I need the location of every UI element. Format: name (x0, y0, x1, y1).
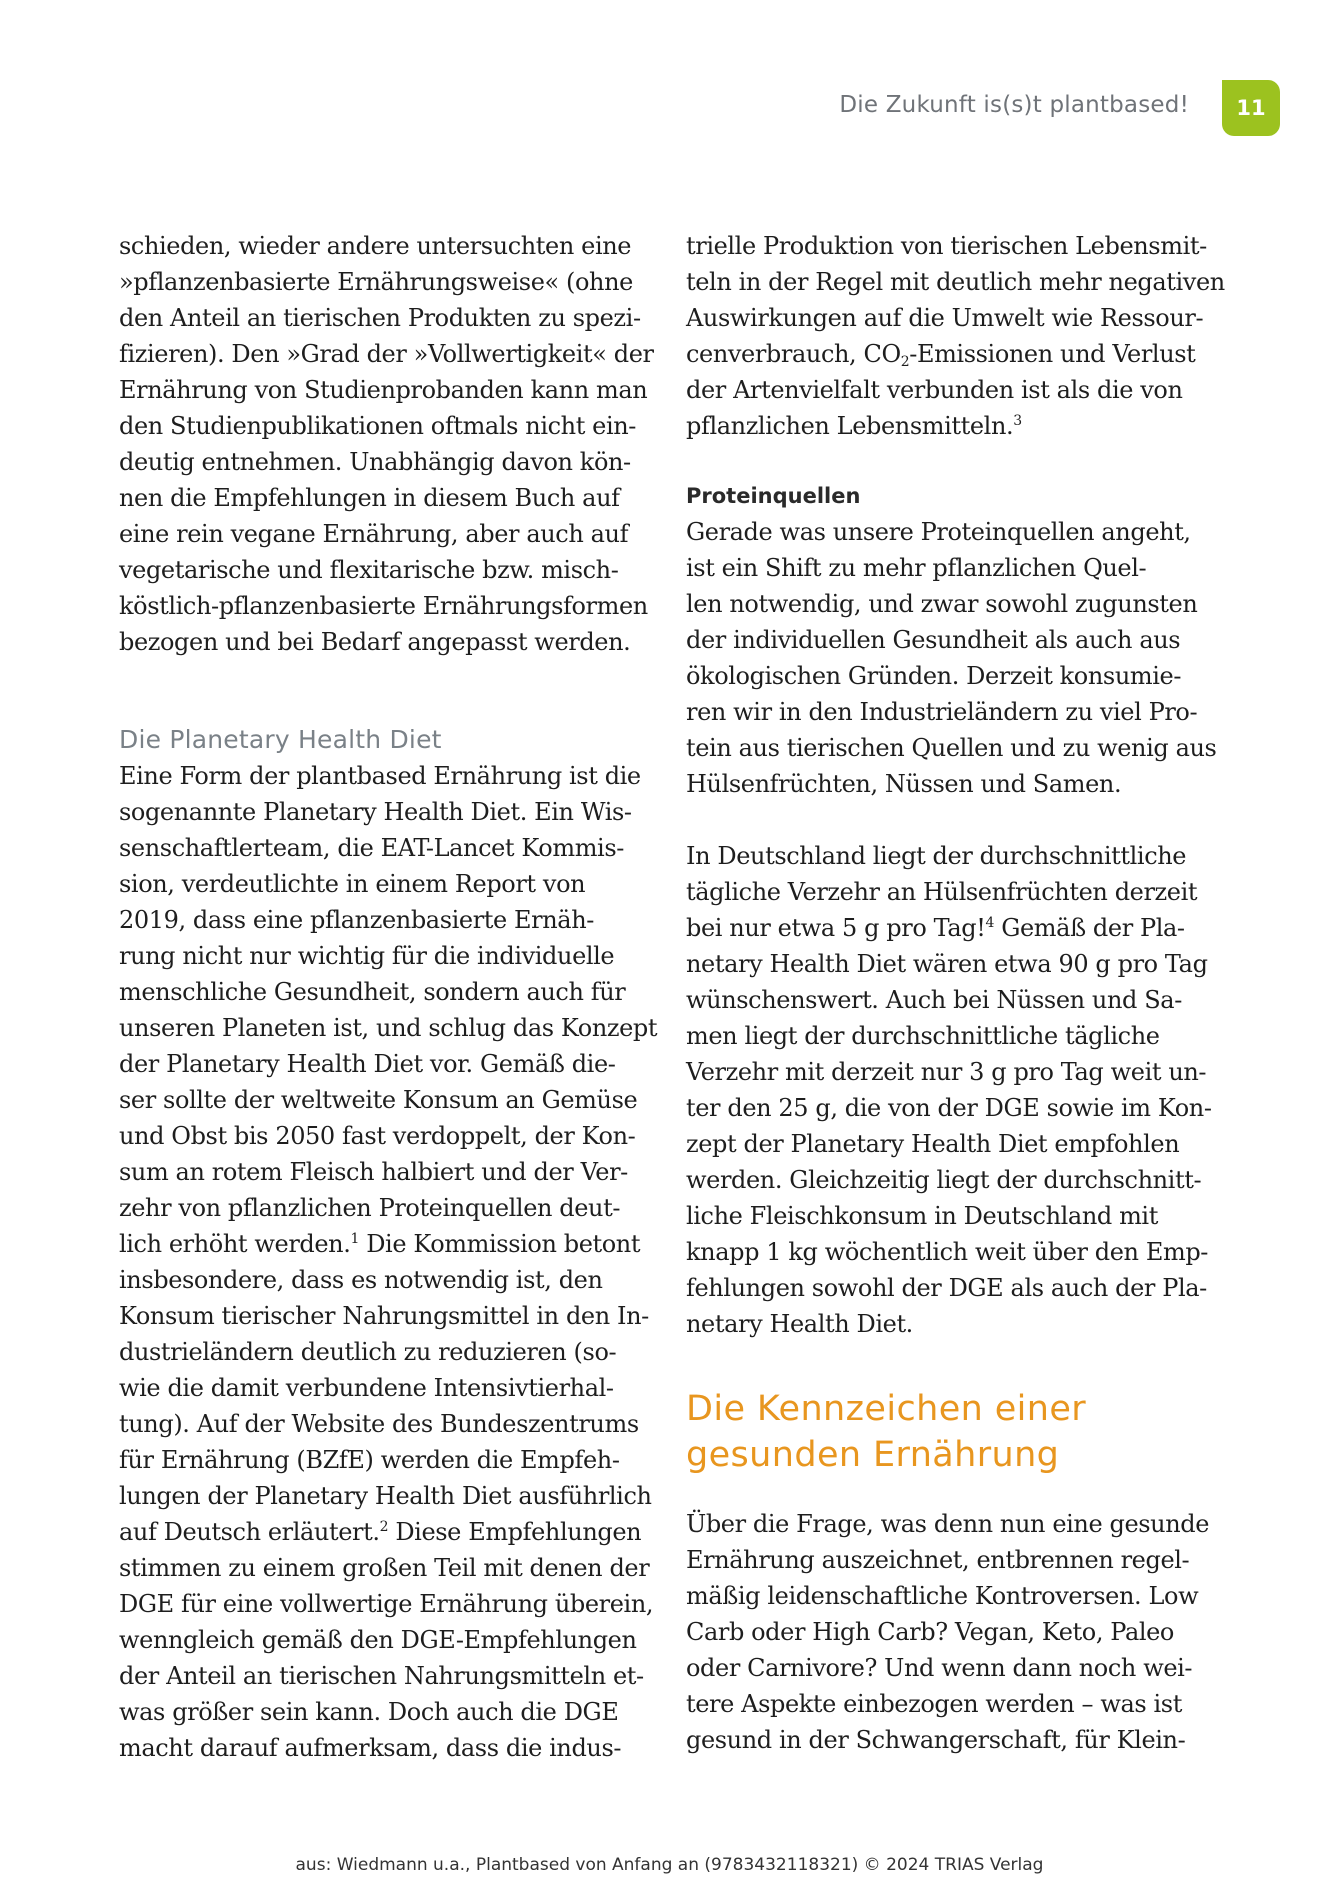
text-fragment: auf Deutsch erläutert. (119, 1518, 380, 1546)
text-line: ist ein Shift zu mehr pflanzlichen Quel- (686, 554, 1147, 582)
text-line: tung). Auf der Website des Bundeszentrums (119, 1410, 639, 1438)
text-line: netary Health Diet. (686, 1310, 913, 1338)
text-line: nen die Empfehlungen in diesem Buch auf (119, 484, 620, 512)
text-line: eine rein vegane Ernährung, aber auch auf (119, 520, 629, 548)
footnote-ref: 4 (985, 915, 994, 931)
text-line: menschliche Gesundheit, sondern auch für (119, 978, 626, 1006)
text-line: wenngleich gemäß den DGE-Empfehlungen (119, 1626, 637, 1654)
text-line: köstlich-pflanzenbasierte Ernährungsformen (119, 592, 648, 620)
text-line: der Planetary Health Diet vor. Gemäß die- (119, 1050, 616, 1078)
text-line: sion, verdeutlichte in einem Report von (119, 870, 586, 898)
text-line: fizieren). Den »Grad der »Vollwertigkeit« der (119, 340, 654, 368)
text-line: der Anteil an tierischen Nahrungsmitteln et- (119, 1662, 644, 1690)
text-line: In Deutschland liegt der durchschnittliche (686, 842, 1187, 870)
paragraph (686, 514, 1217, 802)
text-line: sogenannte Planetary Health Diet. Ein Wis- (119, 798, 632, 826)
text-fragment: Die Kommission betont (358, 1230, 641, 1258)
text-line: deutig entnehmen. Unabhängig davon kön- (119, 448, 631, 476)
text-line: werden. Gleichzeitig liegt der durchschnitt- (686, 1166, 1202, 1194)
text-line: macht darauf aufmerksam, dass die indus- (119, 1734, 622, 1762)
text-line (686, 336, 1206, 372)
text-line: und Obst bis 2050 fast verdoppelt, der Kon- (119, 1122, 636, 1150)
text-fragment: bei nur etwa 5 g pro Tag! (686, 914, 986, 942)
text-line: len notwendig, und zwar sowohl zugunsten (686, 590, 1198, 618)
text-line: Verzehr mit derzeit nur 3 g pro Tag weit un- (686, 1058, 1207, 1086)
text-line: ter den 25 g, die von der DGE sowie im Kon- (686, 1094, 1212, 1122)
footnote-ref: 3 (1013, 413, 1022, 429)
text-line (119, 1514, 642, 1550)
paragraph (119, 228, 654, 660)
text-line: den Anteil an tierischen Produkten zu spezi- (119, 304, 641, 332)
text-line: schieden, wieder andere untersuchten eine (119, 232, 632, 260)
running-header-title: Die Zukunft is(s)t plantbased! (839, 92, 1189, 118)
text-line: »pflanzenbasierte Ernährungsweise« (ohne (119, 268, 633, 296)
text-line: mäßig leidenschaftliche Kontroversen. Low (686, 1582, 1199, 1610)
text-line: tein aus tierischen Quellen und zu wenig aus (686, 734, 1217, 762)
text-line: Gerade was unsere Proteinquellen angeht, (686, 518, 1191, 546)
text-fragment: pflanzlichen Lebensmitteln. (686, 412, 1014, 440)
text-line (686, 910, 1206, 946)
text-line: Ernährung von Studienprobanden kann man (119, 376, 648, 404)
subscript: 2 (900, 354, 910, 370)
text-line: Hülsenfrüchten, Nüssen und Samen. (686, 770, 1122, 798)
text-line: fehlungen sowohl der DGE als auch der Pla- (686, 1274, 1207, 1302)
text-line: ren wir in den Industrieländern zu viel Pro- (686, 698, 1198, 726)
text-line: gesund in der Schwangerschaft, für Klein- (686, 1726, 1186, 1754)
text-line: lungen der Planetary Health Diet ausführlich (119, 1482, 652, 1510)
text-line: liche Fleischkonsum in Deutschland mit (686, 1202, 1158, 1230)
text-line: senschaftlerteam, die EAT-Lancet Kommis- (119, 834, 624, 862)
text-line: Carb oder High Carb? Vegan, Keto, Paleo (686, 1618, 1174, 1646)
text-line: zept der Planetary Health Diet empfohlen (686, 1130, 1180, 1158)
text-line: bezogen und bei Bedarf angepasst werden. (119, 628, 631, 656)
text-line: Eine Form der plantbased Ernährung ist die (119, 762, 641, 790)
text-line: wünschenswert. Auch bei Nüssen und Sa- (686, 986, 1182, 1014)
paragraph (686, 228, 1225, 444)
text-line: den Studienpublikationen oftmals nicht ein- (119, 412, 637, 440)
text-line: zehr von pflanzlichen Proteinquellen deut- (119, 1194, 621, 1222)
text-line: DGE für eine vollwertige Ernährung überein, (119, 1590, 654, 1618)
right-column (686, 228, 1225, 1758)
text-line: 2019, dass eine pflanzenbasierte Ernäh- (119, 906, 594, 934)
text-line: rung nicht nur wichtig für die individuelle (119, 942, 615, 970)
text-line: was größer sein kann. Doch auch die DGE (119, 1698, 619, 1726)
heading-line: gesunden Ernährung (686, 1435, 1060, 1475)
text-fragment: lich erhöht werden. (119, 1230, 351, 1258)
text-line (686, 408, 1206, 444)
text-line: für Ernährung (BZfE) werden die Empfeh- (119, 1446, 620, 1474)
text-line: Über die Frage, was denn nun eine gesunde (686, 1510, 1210, 1538)
text-line: ökologischen Gründen. Derzeit konsumie- (686, 662, 1182, 690)
footnote-ref: 1 (350, 1231, 359, 1247)
subsection-heading: Proteinquellen (686, 484, 861, 508)
text-line: stimmen zu einem großen Teil mit denen der (119, 1554, 650, 1582)
text-line: vegetarische und flexitarische bzw. misch- (119, 556, 619, 584)
text-line: der Artenvielfalt verbunden ist als die von (686, 376, 1183, 404)
paragraph (686, 1506, 1210, 1758)
paragraph (686, 838, 1212, 1342)
text-line: wie die damit verbundene Intensivtierhal- (119, 1374, 614, 1402)
text-line: dustrieländern deutlich zu reduzieren (so- (119, 1338, 617, 1366)
text-line: tere Aspekte einbezogen werden – was ist (686, 1690, 1182, 1718)
text-fragment: cenverbrauch, CO (686, 340, 901, 368)
text-fragment: -Emissionen und Verlust (909, 340, 1196, 368)
text-fragment: Diese Empfehlungen (388, 1518, 642, 1546)
footnote-ref: 2 (379, 1519, 389, 1535)
text-line: teln in der Regel mit deutlich mehr negativen (686, 268, 1225, 296)
source-footer: aus: Wiedmann u.a., Plantbased von Anfang an (9783432118321) © 2024 TRIAS Verlag (295, 1855, 1044, 1875)
text-line: Konsum tierischer Nahrungsmittel in den In- (119, 1302, 649, 1330)
text-line: der individuellen Gesundheit als auch aus (686, 626, 1181, 654)
text-line: insbesondere, dass es notwendig ist, den (119, 1266, 603, 1294)
left-column (119, 228, 658, 1766)
text-line: tägliche Verzehr an Hülsenfrüchten derzeit (686, 878, 1198, 906)
chapter-heading (686, 1386, 1206, 1478)
text-line: Ernährung auszeichnet, entbrennen regel- (686, 1546, 1190, 1574)
text-line: trielle Produktion von tierischen Lebensmit- (686, 232, 1207, 260)
text-line (119, 1226, 641, 1262)
text-line: sum an rotem Fleisch halbiert und der Ver- (119, 1158, 628, 1186)
text-line: Auswirkungen auf die Umwelt wie Ressour- (686, 304, 1204, 332)
text-fragment: Gemäß der Pla- (994, 914, 1185, 942)
heading-line: Die Kennzeichen einer (686, 1389, 1087, 1429)
text-line: ser sollte der weltweite Konsum an Gemüse (119, 1086, 638, 1114)
section-heading: Die Planetary Health Diet (119, 725, 442, 754)
text-line: unseren Planeten ist, und schlug das Konzept (119, 1014, 658, 1042)
page-number-badge: 11 (1222, 80, 1280, 136)
text-line: netary Health Diet wären etwa 90 g pro Tag (686, 950, 1208, 978)
text-line: men liegt der durchschnittliche tägliche (686, 1022, 1160, 1050)
paragraph (119, 758, 658, 1766)
text-line: oder Carnivore? Und wenn dann noch wei- (686, 1654, 1193, 1682)
text-line: knapp 1 kg wöchentlich weit über den Emp- (686, 1238, 1208, 1266)
